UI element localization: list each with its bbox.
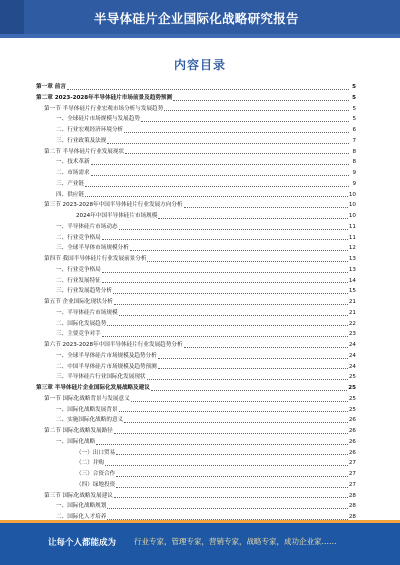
toc-entry[interactable] [36,329,356,340]
toc-entry-label: 第三章 半导体硅片企业国际化发展战略及建议 [36,385,150,391]
toc-leader-dots [116,487,348,488]
toc-entry[interactable] [36,351,356,362]
toc-entry-label: 三、产业链 [56,180,84,187]
toc-entry-label: 四、供应链 [56,191,84,198]
toc-leader-dots [119,411,348,412]
toc-entry-page-number: 9 [352,180,356,187]
toc-entry-page-number: 26 [348,428,356,434]
toc-leader-dots [91,164,349,165]
toc-entry-label: 三、行业政策及法规 [56,137,107,144]
toc-entry-page-number: 9 [352,170,356,176]
toc-entry[interactable] [36,211,356,222]
toc-entry-page-number: 10 [348,213,356,219]
toc-leader-dots [85,186,349,187]
toc-leader-dots [114,433,348,434]
toc-leader-dots [147,379,348,380]
toc-leader-dots [124,132,349,133]
toc-leader-dots [119,315,348,316]
toc-leader-dots [164,110,349,111]
toc-entry-label: 第四节 我国半导体硅片行业发展前景分析 [44,256,147,262]
toc-entry-page-number: 28 [348,492,356,499]
toc-entry-label: 一、行业竞争格局 [56,266,101,273]
toc-entry-label: 一、技术革新 [56,159,90,166]
toc-entry[interactable] [36,179,356,190]
toc-entry[interactable] [36,157,356,168]
toc-entry[interactable] [36,276,356,287]
toc-entry-label: 第二节 国际化战略发展路径 [44,428,113,434]
toc-entry-label: 二、行业宏观经济环境分析 [56,127,124,133]
toc-entry[interactable] [36,469,356,480]
toc-entry-label: 二、行业发展特征 [56,277,101,284]
toc-leader-dots [91,175,349,176]
toc-entry-label: 一、国际化战略 [56,438,96,445]
toc-leader-dots [67,89,349,90]
table-of-contents [36,82,356,523]
toc-entry[interactable] [36,340,356,351]
page-footer [0,520,400,565]
toc-leader-dots [107,508,348,509]
toc-entry-page-number: 5 [352,116,356,123]
toc-entry-label: 三、半导体硅片行业国际化发展现状 [56,374,146,381]
toc-entry-label: 第二章 2023-2028年半导体硅片市场前景及趋势预测 [36,94,173,101]
toc-entry[interactable] [36,405,356,416]
toc-entry[interactable] [36,147,356,158]
toc-entry-label: （一）出口贸易 [76,449,116,456]
toc-entry[interactable] [36,491,356,502]
toc-entry-label: 第一节 半导体硅片行业宏观市场分析与发展趋势 [44,105,164,112]
toc-leader-dots [119,229,348,230]
toc-entry-page-number: 24 [348,352,356,359]
toc-leader-dots [116,476,348,477]
toc-leader-dots [102,239,348,240]
toc-entry-page-number: 10 [348,202,356,209]
toc-entry-label: 第一章 前言 [36,84,66,90]
toc-entry-label: 一、半导体硅片市场规模 [56,309,118,316]
toc-entry[interactable] [36,372,356,383]
toc-entry-label: （二）并购 [76,460,104,467]
toc-entry[interactable] [36,136,356,147]
toc-leader-dots [102,272,348,273]
report-title: 半导体硅片企业国际化战略研究报告 [94,11,299,26]
toc-entry-label: 二、行业竞争格局 [56,234,101,241]
toc-entry-label: 三、主要竞争对手 [56,331,101,338]
toc-entry-page-number: 6 [352,127,356,133]
toc-entry[interactable] [36,319,356,330]
toc-entry[interactable] [36,448,356,459]
toc-entry-page-number: 23 [348,331,356,338]
toc-entry-page-number: 12 [348,245,356,252]
toc-entry-page-number: 8 [352,159,356,166]
toc-entry[interactable] [36,125,356,136]
toc-entry-label: 二、国际化发展趋势 [56,320,107,327]
toc-entry-page-number: 10 [348,191,356,198]
toc-entry-page-number: 28 [348,514,356,520]
toc-leader-dots [102,282,348,283]
toc-leader-dots [114,497,348,498]
footer-brand-text: 让每个人都能成为 [48,538,117,548]
toc-leader-dots [114,304,348,305]
toc-leader-dots [173,100,349,101]
toc-entry[interactable] [36,233,356,244]
toc-entry[interactable] [36,265,356,276]
toc-entry-page-number: 11 [348,234,356,241]
header-divider [0,34,400,38]
toc-entry-label: 一、半导体硅片市场动态 [56,223,118,230]
toc-leader-dots [141,121,349,122]
toc-leader-dots [151,390,347,391]
toc-entry[interactable] [36,297,356,308]
toc-entry-page-number: 26 [348,438,356,445]
toc-leader-dots [107,325,348,326]
toc-entry[interactable] [36,286,356,297]
toc-entry[interactable] [36,190,356,201]
toc-entry-label: 二、实施国际化战略的意义 [56,417,124,424]
toc-entry-page-number: 8 [352,148,356,155]
toc-entry-label: 二、市场需求 [56,170,90,176]
toc-leader-dots [102,336,348,337]
toc-entry[interactable] [36,200,356,211]
toc-entry-page-number: 24 [348,342,356,348]
toc-entry-page-number: 25 [348,385,356,391]
toc-entry-page-number: 5 [352,84,356,90]
toc-entry-label: 2024年中国半导体硅片市场规模 [76,213,158,219]
toc-entry-label: 一、全球半导体硅片市场规模及趋势分析 [56,352,157,359]
toc-entry-page-number: 25 [348,395,356,402]
toc-heading: 内容目录 [173,58,226,72]
toc-entry[interactable] [36,362,356,373]
toc-entry[interactable] [36,501,356,512]
toc-entry-label: 三、行业发展趋势分析 [56,288,112,295]
toc-entry-page-number: 5 [352,94,356,101]
toc-leader-dots [158,218,348,219]
toc-entry-page-number: 28 [348,503,356,510]
report-header [0,0,400,38]
toc-leader-dots [147,261,347,262]
toc-entry-page-number: 13 [348,256,356,262]
toc-entry-label: 二、国际化人才培养 [56,514,107,520]
toc-entry-label: 第二节 半导体硅片行业发展现状 [44,148,125,155]
toc-entry-page-number: 26 [348,417,356,424]
toc-entry-page-number: 24 [348,363,356,370]
footer-stripe [0,520,400,523]
toc-entry-page-number: 22 [348,320,356,327]
toc-entry-page-number: 25 [348,374,356,381]
toc-entry-page-number: 11 [348,223,356,230]
toc-entry-page-number: 25 [348,406,356,413]
toc-entry[interactable] [36,415,356,426]
toc-entry-label: （三）合资合作 [76,471,116,477]
toc-entry-label: 三、全球半导体市场规模分析 [56,245,129,252]
toc-leader-dots [158,368,348,369]
toc-leader-dots [124,422,348,423]
toc-entry[interactable] [36,426,356,437]
footer-slogan: 行业专家，管理专家，营销专家，战略专家，成功企业家…… [134,537,337,546]
toc-entry[interactable] [36,480,356,491]
toc-leader-dots [184,347,348,348]
toc-entry[interactable] [36,222,356,233]
toc-entry-label: 第三节 2023-2028年中国半导体硅片行业发展方向分析 [44,202,183,209]
toc-entry[interactable] [36,82,356,93]
toc-entry[interactable] [36,93,356,104]
toc-entry[interactable] [36,394,356,405]
toc-leader-dots [184,207,348,208]
toc-entry-label: 第三节 国际化战略发展建议 [44,492,113,499]
toc-leader-dots [113,293,348,294]
toc-entry-label: （四）绿地投资 [76,481,116,488]
toc-entry[interactable] [36,254,356,265]
toc-entry-label: 第一节 国际化战略背景与发展意义 [44,395,130,402]
toc-entry-page-number: 21 [348,309,356,316]
toc-leader-dots [131,401,348,402]
toc-entry-page-number: 5 [352,105,356,112]
toc-entry[interactable] [36,114,356,125]
toc-leader-dots [96,444,348,445]
toc-leader-dots [158,358,348,359]
toc-leader-dots [105,465,348,466]
toc-entry[interactable] [36,168,356,179]
toc-leader-dots [85,196,348,197]
toc-entry[interactable] [36,383,356,394]
header-accent [0,0,24,38]
toc-entry-page-number: 7 [352,137,356,144]
toc-entry[interactable] [36,243,356,254]
toc-leader-dots [130,250,348,251]
toc-leader-dots [125,153,349,154]
toc-leader-dots [107,143,349,144]
toc-entry-label: 一、国际化战略发展背景 [56,406,118,413]
toc-entry-label: 第五节 企业国际化现状分析 [44,299,113,305]
toc-entry-page-number: 15 [348,288,356,295]
toc-leader-dots [116,454,348,455]
toc-entry[interactable] [36,458,356,469]
toc-entry[interactable] [36,104,356,115]
toc-entry-page-number: 27 [348,460,356,467]
toc-entry-page-number: 13 [348,266,356,273]
toc-entry[interactable] [36,308,356,319]
toc-entry-page-number: 14 [348,277,356,284]
toc-entry-page-number: 27 [348,471,356,477]
toc-entry-label: 二、中国半导体硅片市场规模及趋势预测 [56,363,157,370]
toc-entry-label: 一、国际化战略规划 [56,503,107,510]
toc-entry[interactable] [36,437,356,448]
toc-entry-page-number: 27 [348,481,356,488]
toc-entry-page-number: 26 [348,449,356,456]
toc-entry-label: 第六节 2023-2028年中国半导体硅片行业发展趋势分析 [44,342,183,348]
toc-entry-label: 一、全球硅片市场规模与发展趋势 [56,116,140,123]
toc-entry-page-number: 21 [348,299,356,305]
